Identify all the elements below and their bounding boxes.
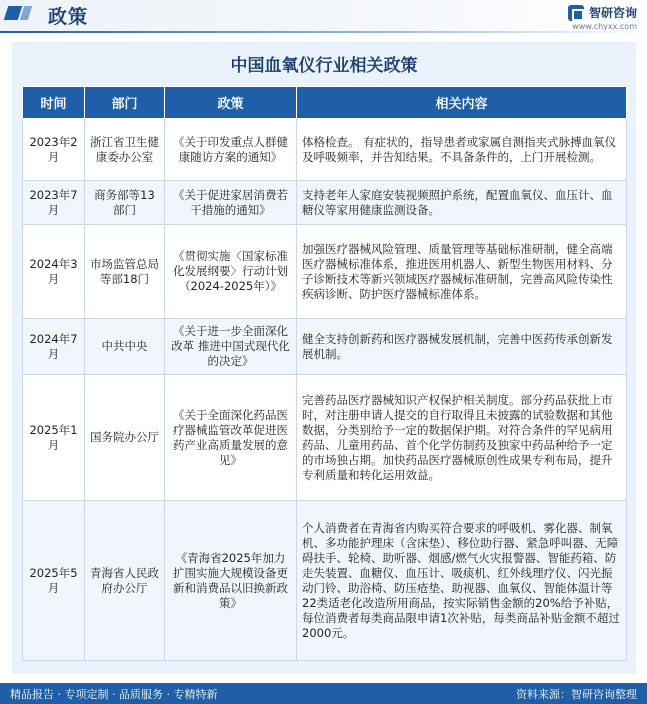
cell-dept: 市场监管总局等部18门 [85, 225, 165, 319]
section-heading: 政策 [48, 6, 89, 28]
cell-policy: 《青海省2025年加力扩围实施大规模设备更新和消费品以旧换新政策》 [165, 501, 297, 661]
cell-dept: 中共中央 [85, 319, 165, 375]
footer-source: 资料来源：智研咨询整理 [516, 687, 637, 701]
cell-content: 加强医疗器械风险管理、质量管理等基础标准研制，健全高端医疗器械标准体系，推进医用机器人、新型生物医用材料、分子诊断技术等新兴领域医疗器械标准研制，完善高风险传染性疾病诊断、防护医疗器械标准体系。 [297, 225, 627, 319]
cell-policy: 《关于促进家居消费若干措施的通知》 [165, 181, 297, 225]
cell-time: 2024年3月 [23, 225, 85, 319]
cell-policy: 《贯彻实施〈国家标准化发展纲要〉行动计划（2024-2025年）》 [165, 225, 297, 319]
column-header-time: 时间 [23, 87, 85, 119]
column-header-policy: 政策 [165, 87, 297, 119]
cell-content: 体格检查。 有症状的，指导患者或家属自测指夹式脉搏血氧仪及呼吸频率，并告知结果。不具备条件的，上门开展检测。 [297, 119, 627, 181]
cell-dept: 浙江省卫生健康委办公室 [85, 119, 165, 181]
table-row [23, 181, 627, 225]
cell-content: 个人消费者在青海省内购买符合要求的呼吸机、雾化器、制氧机、多功能护理床（含床垫）、移位助行器、紧急呼叫器、无障碍扶手、轮椅、助听器、烟感/燃气火灾报警器、智能药箱、防走失装置、血糖仪、血压计、吸痰机、红外线理疗仪、闪光振动门铃、助浴椅、防压疮垫、助视器、血氧仪、智能体温计等22类适老化改造所用商品，按实际销售金额的20%给予补贴，每位消费者每类商品限申请1次补贴，每类商品补贴金额不超过2000元。 [297, 501, 627, 661]
brand-name: 智研咨询 [588, 6, 637, 20]
cell-time: 2024年7月 [23, 319, 85, 375]
table-row [23, 501, 627, 661]
policy-table [22, 86, 627, 661]
cell-content: 支持老年人家庭安装视频照护系统，配置血氧仪、血压计、血糖仪等家用健康监测设备。 [297, 181, 627, 225]
cell-policy: 《关于全面深化药品医疗器械监管改革促进医药产业高质量发展的意见》 [165, 375, 297, 501]
heading-rule [0, 31, 647, 33]
table-title: 中国血氧仪行业相关政策 [230, 55, 418, 76]
column-header-content: 相关内容 [297, 87, 627, 119]
table-row [23, 225, 627, 319]
cell-dept: 国务院办公厅 [85, 375, 165, 501]
cell-time: 2023年2月 [23, 119, 85, 181]
cell-policy: 《关于印发重点人群健康随访方案的通知》 [165, 119, 297, 181]
table-row [23, 375, 627, 501]
brand-logo-icon [568, 5, 584, 21]
footer-bar [0, 683, 647, 704]
cell-time: 2025年5月 [23, 501, 85, 661]
cell-dept: 商务部等13部门 [85, 181, 165, 225]
cell-time: 2023年7月 [23, 181, 85, 225]
cell-time: 2025年1月 [23, 375, 85, 501]
brand [568, 4, 637, 21]
table-row [23, 319, 627, 375]
cell-content: 健全支持创新药和医疗器械发展机制，完善中医药传承创新发展机制。 [297, 319, 627, 375]
policy-panel [12, 42, 636, 674]
cell-policy: 《关于进一步全面深化改革 推进中国式现代化的决定》 [165, 319, 297, 375]
column-header-dept: 部门 [85, 87, 165, 119]
cell-dept: 青海省人民政府办公厅 [85, 501, 165, 661]
footer-slogan: 精品报告 · 专项定制 · 品质服务 · 专精特新 [10, 687, 218, 701]
cell-content: 完善药品医疗器械知识产权保护相关制度。部分药品获批上市时，对注册申请人提交的自行取得且未披露的试验数据和其他数据，分类别给予一定的数据保护期。对符合条件的罕见病用药品、儿童用药品、首个化学仿制药及独家中药品种给予一定的市场独占期。加快药品医疗器械原创性成果专利布局，提升专利质量和转化运用效益。 [297, 375, 627, 501]
table-header-row [23, 87, 627, 119]
table-row [23, 119, 627, 181]
top-bar [0, 0, 647, 32]
brand-url: www.chyxx.com [572, 22, 637, 31]
